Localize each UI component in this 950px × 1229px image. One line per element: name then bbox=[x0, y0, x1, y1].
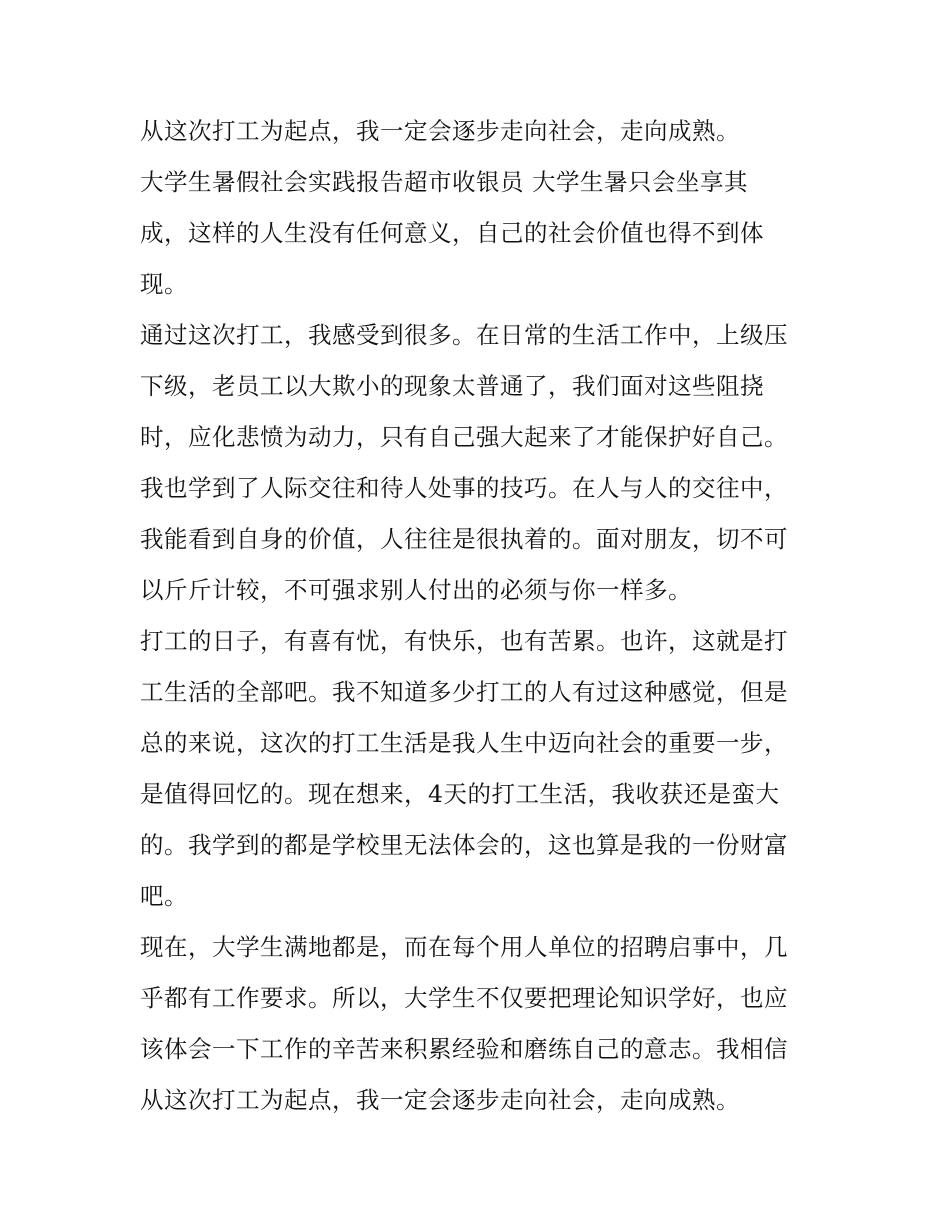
paragraph bbox=[140, 316, 820, 622]
paragraph bbox=[140, 928, 820, 1132]
text-line: 成，这样的人生没有任何意义，自己的社会价值也得不到体 bbox=[140, 219, 764, 247]
text-line: 通过这次打工，我感受到很多。在日常的生活工作中，上级压 bbox=[140, 321, 788, 349]
text-line: 下级，老员工以大欺小的现象太普通了，我们面对这些阻挠 bbox=[140, 372, 764, 400]
text-line: 的。我学到的都是学校里无法体会的，这也算是我的一份财富 bbox=[140, 831, 788, 859]
text-line: 我能看到自身的价值，人往往是很执着的。面对朋友，切不可 bbox=[140, 525, 788, 553]
text-line: 打工的日子，有喜有忧，有快乐，也有苦累。也许，这就是打 bbox=[140, 627, 788, 655]
text-line: 吧。 bbox=[140, 882, 188, 910]
text-line: 工生活的全部吧。我不知道多少打工的人有过这种感觉，但是 bbox=[140, 678, 788, 706]
text-line: 该体会一下工作的辛苦来积累经验和磨练自己的意志。我相信 bbox=[140, 1035, 788, 1063]
text-line: 我也学到了人际交往和待人处事的技巧。在人与人的交往中， bbox=[140, 474, 788, 502]
text-line: 是值得回忆的。现在想来，4天的打工生活，我收获还是蛮大 bbox=[140, 780, 780, 808]
text-line: 大学生暑假社会实践报告超市收银员 大学生暑只会坐享其 bbox=[140, 168, 748, 196]
text-line: 现在，大学生满地都是，而在每个用人单位的招聘启事中，几 bbox=[140, 933, 788, 961]
text-line: 时，应化悲愤为动力，只有自己强大起来了才能保护好自己。 bbox=[140, 423, 788, 451]
text-line: 以斤斤计较，不可强求别人付出的必须与你一样多。 bbox=[140, 576, 692, 604]
text-line: 从这次打工为起点，我一定会逐步走向社会，走向成熟。 bbox=[140, 1086, 740, 1114]
text-line: 现。 bbox=[140, 270, 188, 298]
paragraph bbox=[140, 163, 820, 316]
text-line: 总的来说，这次的打工生活是我人生中迈向社会的重要一步， bbox=[140, 729, 788, 757]
document-body bbox=[140, 112, 820, 1132]
text-line: 从这次打工为起点，我一定会逐步走向社会，走向成熟。 bbox=[140, 117, 740, 145]
paragraph bbox=[140, 622, 820, 928]
text-line: 乎都有工作要求。所以，大学生不仅要把理论知识学好，也应 bbox=[140, 984, 788, 1012]
paragraph bbox=[140, 112, 820, 163]
